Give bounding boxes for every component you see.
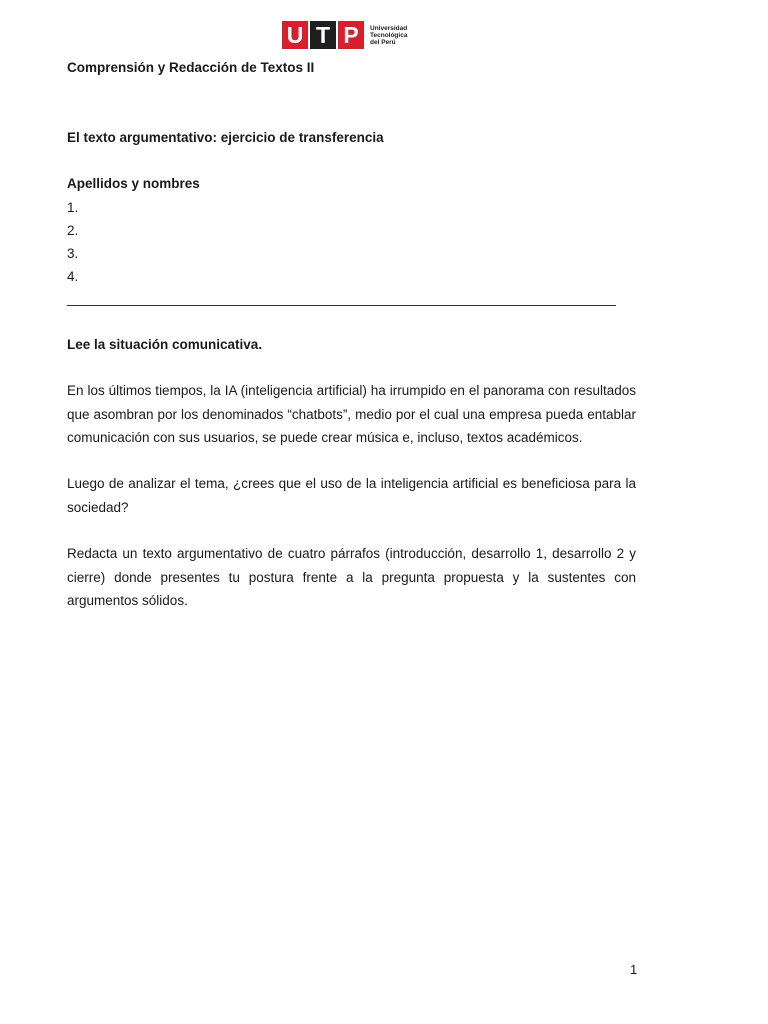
logo-university-name [370,25,407,46]
logo-letter-u: U [282,21,308,49]
situation-heading: Lee la situación comunicativa. [67,337,263,352]
divider-line [67,305,616,306]
logo-letter-t: T [310,21,336,49]
logo-letter-p: P [338,21,364,49]
name-item-4: 4. [67,269,79,284]
logo-text-line: Tecnológica [370,31,408,39]
logo-text-line: Universidad [370,24,408,32]
names-heading: Apellidos y nombres [67,176,200,191]
paragraph-instruction: Redacta un texto argumentativo de cuatro párrafos (introducción, desarrollo 1, desarrollo 2 y cierre) donde presentes tu postura frente a la pregunta propuesta y la sustentes con argumentos sólidos. [67,546,636,608]
course-title: Comprensión y Redacción de Textos II [67,60,315,75]
paragraph-question: Luego de analizar el tema, ¿crees que el uso de la inteligencia artificial es beneficiosa para la sociedad? [67,476,636,515]
paragraph-context: En los últimos tiempos, la IA (inteligencia artificial) ha irrumpido en el panorama con resultados que asombran por los denominados “chatbots”, medio por el cual una empresa pueda entablar comunicación con sus usuarios, se puede crear música e, incluso, textos académicos. [67,383,636,445]
page-number: 1 [630,962,638,977]
exercise-title: El texto argumentativo: ejercicio de transferencia [67,130,384,145]
name-item-3: 3. [67,246,79,261]
name-item-1: 1. [67,200,79,215]
utp-logo [282,21,407,49]
logo-text-line: del Perú [370,38,396,46]
name-item-2: 2. [67,223,79,238]
